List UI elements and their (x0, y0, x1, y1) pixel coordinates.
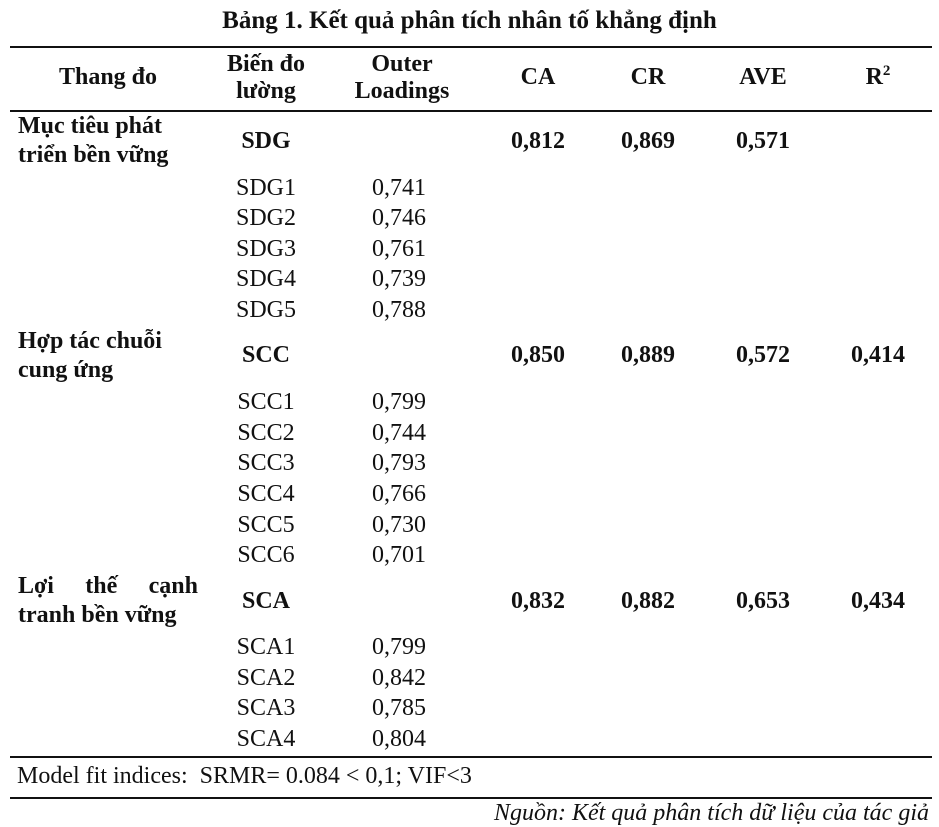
r2-value-sca: 0,434 (851, 588, 905, 614)
header-ave: AVE (739, 64, 787, 90)
construct-name-line1 (18, 572, 198, 601)
item-loading: 0,804 (372, 726, 426, 752)
item-code: SCC3 (237, 450, 295, 476)
item-loading: 0,799 (372, 634, 426, 660)
header-measure-line1: Biến đo (226, 51, 306, 77)
header-measure (206, 51, 326, 105)
construct-name-scc (18, 327, 198, 385)
item-code: SCA4 (236, 726, 296, 752)
item-loading: 0,785 (372, 695, 426, 721)
item-loading: 0,761 (372, 236, 426, 262)
cr-value-scc: 0,889 (621, 342, 675, 368)
construct-name-line2: triển bền vững (18, 142, 169, 168)
item-code: SCC6 (237, 542, 295, 568)
item-loading: 0,799 (372, 389, 426, 415)
item-code: SDG5 (235, 297, 296, 323)
header-loadings (338, 51, 466, 105)
item-loading: 0,701 (372, 542, 426, 568)
cr-value-sca: 0,882 (621, 588, 675, 614)
ca-value-scc: 0,850 (511, 342, 565, 368)
construct-name-line1: Mục tiêu phát (18, 113, 162, 139)
ave-value-sdg: 0,571 (736, 128, 790, 154)
top-rule (10, 46, 932, 48)
item-code: SCA3 (236, 695, 296, 721)
item-code: SCC2 (237, 420, 295, 446)
construct-code-sca: SCA (241, 588, 290, 614)
header-r2-sup: 2 (882, 63, 891, 79)
header-loadings-line1: Outer (371, 51, 433, 77)
construct-name-line2: tranh bền vững (18, 602, 177, 628)
table-title: Bảng 1. Kết quả phân tích nhân tố khẳng định (222, 7, 717, 34)
item-loading: 0,739 (372, 266, 426, 292)
item-code: SCC4 (237, 481, 295, 507)
item-code: SDG1 (235, 175, 296, 201)
item-loading: 0,730 (372, 512, 426, 538)
construct-name-sdg (18, 112, 198, 170)
item-code: SDG4 (235, 266, 296, 292)
header-measure-line2: lường (236, 78, 296, 104)
header-loadings-line2: Loadings (354, 78, 450, 104)
ca-value-sca: 0,832 (511, 588, 565, 614)
item-code: SDG3 (235, 236, 296, 262)
construct-name-line1: Hợp tác chuỗi (18, 328, 162, 354)
item-loading: 0,766 (372, 481, 426, 507)
construct-code-scc: SCC (241, 342, 290, 368)
model-fit-note: Model fit indices: SRMR= 0.084 < 0,1; VIF<3 (17, 763, 472, 789)
item-code: SCA2 (236, 665, 296, 691)
item-loading: 0,741 (372, 175, 426, 201)
header-r2 (818, 64, 938, 91)
r2-value-scc: 0,414 (851, 342, 905, 368)
construct-name-word: cạnh (148, 573, 198, 599)
item-code: SDG2 (235, 205, 296, 231)
item-loading: 0,842 (372, 665, 426, 691)
header-r2-base: R (865, 64, 883, 90)
ca-value-sdg: 0,812 (511, 128, 565, 154)
construct-name-sca (18, 572, 198, 630)
item-loading: 0,793 (372, 450, 426, 476)
construct-code-sdg: SDG (241, 128, 291, 154)
construct-name-line2: cung ứng (18, 357, 114, 383)
cr-value-sdg: 0,869 (621, 128, 675, 154)
item-code: SCA1 (236, 634, 296, 660)
item-code: SCC1 (237, 389, 295, 415)
item-loading: 0,746 (372, 205, 426, 231)
ave-value-sca: 0,653 (736, 588, 790, 614)
construct-name-word: Lợi (18, 573, 54, 599)
item-loading: 0,788 (372, 297, 426, 323)
item-loading: 0,744 (372, 420, 426, 446)
header-ca: CA (520, 64, 556, 90)
header-cr: CR (630, 64, 666, 90)
header-scale: Thang đo (58, 64, 158, 90)
body-rule (10, 756, 932, 758)
source-note: Nguồn: Kết quả phân tích dữ liệu của tác giả (493, 800, 929, 826)
item-code: SCC5 (237, 512, 295, 538)
construct-name-word: thế (85, 573, 118, 599)
ave-value-scc: 0,572 (736, 342, 790, 368)
